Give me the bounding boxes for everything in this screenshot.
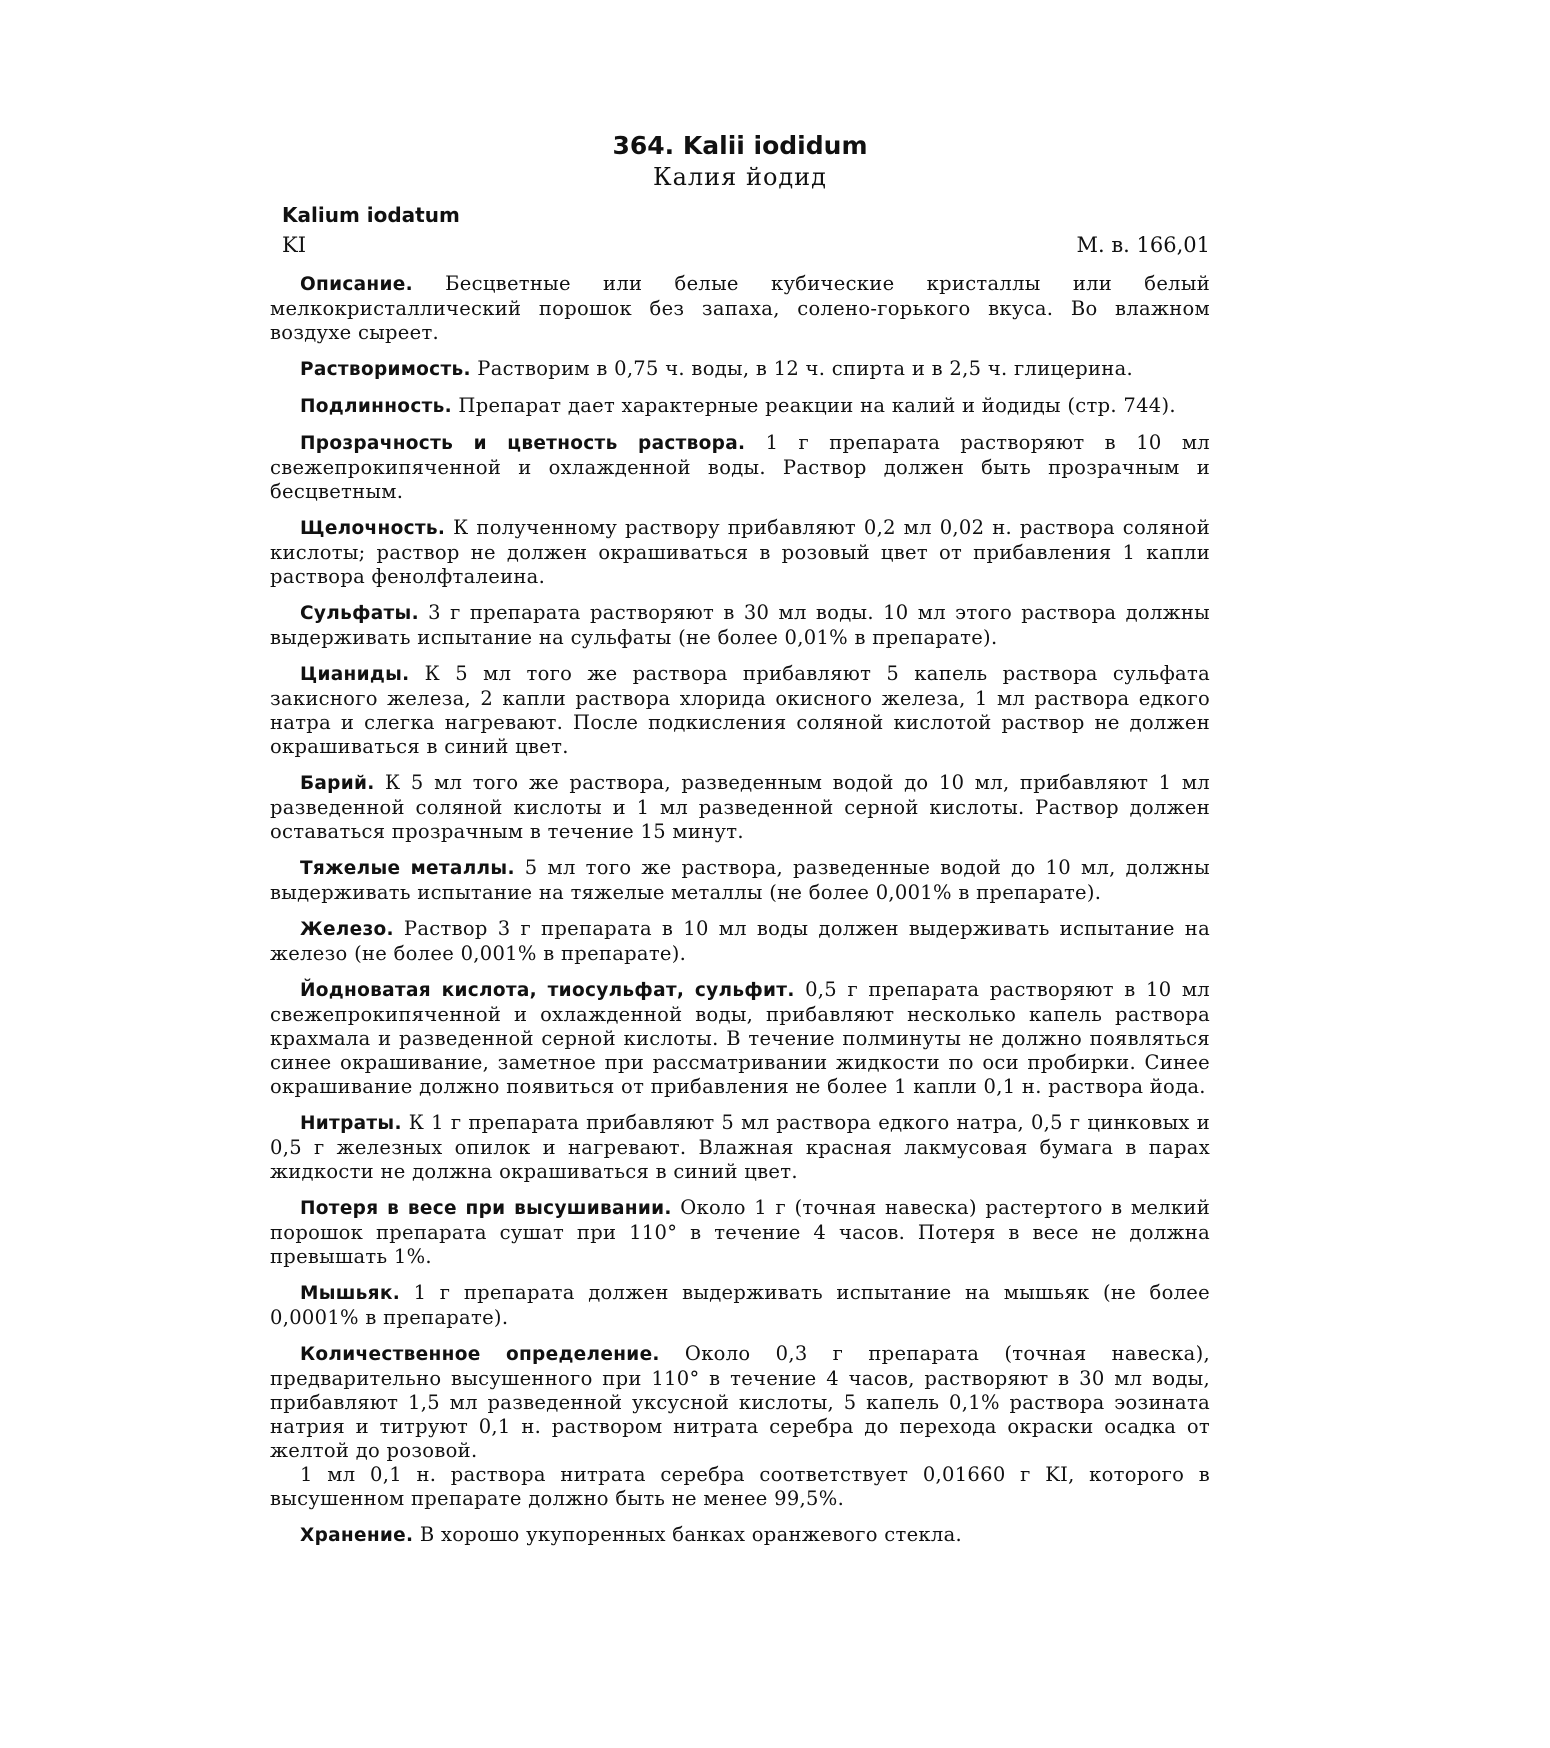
section-text: Около 0,3 г препарата (точная навеска), предварительно высушенного при 110° в течение 4 часов, растворяют в 30 мл воды, прибавляют 1,5 мл разведенной уксусной кислоты, 5 капель 0,1% раствора эозината натрия и титруют 0,1 н. раствором нитрата серебра до перехода окраски осадка от желтой до розовой. bbox=[270, 1342, 1210, 1462]
section-cyanides bbox=[270, 662, 1210, 759]
section-sulfates bbox=[270, 601, 1210, 650]
section-arsenic bbox=[270, 1281, 1210, 1330]
section-label: Количественное определение. bbox=[300, 1344, 660, 1365]
section-text: Около 1 г (точная навеска) растертого в мелкий порошок препарата сушат при 110° в течение 4 часов. Потеря в весе не должна превышать 1%. bbox=[270, 1196, 1210, 1268]
section-label: Потеря в весе при высушивании. bbox=[300, 1198, 672, 1219]
section-heavy-metals bbox=[270, 856, 1210, 905]
section-label: Нитраты. bbox=[300, 1113, 402, 1134]
latin-name: Kalium iodatum bbox=[282, 203, 460, 227]
section-text: К 5 мл того же раствора прибавляют 5 капель раствора сульфата закисного железа, 2 капли раствора хлорида окисного железа, 1 мл раствора едкого натра и слегка нагревают. После подкисления соляной кислотой раствор не должен окрашиваться в синий цвет. bbox=[270, 662, 1210, 758]
section-storage bbox=[270, 1523, 1210, 1548]
section-text: 1 г препарата должен выдерживать испытание на мышьяк (не более 0,0001% в препарате). bbox=[270, 1281, 1210, 1329]
section-barium bbox=[270, 771, 1210, 844]
section-text: 0,5 г препарата растворяют в 10 мл свежепрокипяченной и охлажденной воды, прибавляют несколько капель раствора крахмала и разведенной серной кислоты. В течение полминуты не должно появляться синее окрашивание, заметное при рассматривании жидкости по оси пробирки. Синее окрашивание должно появиться от прибавления не более 1 капли 0,1 н. раствора йода. bbox=[270, 978, 1210, 1098]
section-label: Подлинность. bbox=[300, 396, 452, 417]
section-text: К 5 мл того же раствора, разведенным водой до 10 мл, прибавляют 1 мл разведенной соляной кислоты и 1 мл разведенной серной кислоты. Раствор должен оставаться прозрачным в течение 15 минут. bbox=[270, 771, 1210, 843]
article-title: 364. Kalii iodidum bbox=[612, 131, 868, 160]
formula-row bbox=[282, 232, 1210, 258]
section-identity bbox=[270, 394, 1210, 419]
section-text: В хорошо укупоренных банках оранжевого стекла. bbox=[413, 1523, 963, 1546]
section-iron bbox=[270, 917, 1210, 966]
document-page bbox=[270, 130, 1210, 1690]
article-subtitle: Калия йодид bbox=[653, 163, 827, 191]
section-text: 5 мл того же раствора, разведенные водой до 10 мл, должны выдерживать испытание на тяжелые металлы (не более 0,001% в препарате). bbox=[270, 856, 1211, 904]
section-text: 1 г препарата растворяют в 10 мл свежепрокипяченной и охлажденной воды. Раствор должен быть прозрачным и бесцветным. bbox=[270, 431, 1210, 503]
section-description bbox=[270, 272, 1210, 345]
section-label: Прозрачность и цветность раствора. bbox=[300, 433, 746, 454]
section-assay bbox=[270, 1342, 1210, 1463]
section-assay-equivalent bbox=[270, 1463, 1210, 1511]
section-label: Щелочность. bbox=[300, 518, 446, 539]
section-solubility bbox=[270, 357, 1210, 382]
chemical-formula: KI bbox=[282, 233, 306, 257]
section-text: К 1 г препарата прибавляют 5 мл раствора едкого натра, 0,5 г цинковых и 0,5 г железных опилок и нагревают. Влажная красная лакмусовая бумага в парах жидкости не должна окрашиваться в синий цвет. bbox=[270, 1111, 1210, 1183]
section-label: Йодноватая кислота, тиосульфат, сульфит. bbox=[300, 980, 795, 1001]
molecular-weight: М. в. 166,01 bbox=[1076, 233, 1210, 257]
section-text: Препарат дает характерные реакции на калий и йодиды (стр. 744). bbox=[451, 394, 1176, 417]
section-label: Железо. bbox=[300, 919, 394, 940]
section-clarity bbox=[270, 431, 1210, 504]
section-text: 1 мл 0,1 н. раствора нитрата серебра соответствует 0,01660 г KI, которого в высушенном препарате должно быть не менее 99,5%. bbox=[270, 1463, 1210, 1510]
section-iodic-acid bbox=[270, 978, 1210, 1099]
section-label: Цианиды. bbox=[300, 664, 410, 685]
section-loss-on-drying bbox=[270, 1196, 1210, 1269]
section-text: К полученному раствору прибавляют 0,2 мл 0,02 н. раствора соляной кислоты; раствор не должен окрашиваться в розовый цвет от прибавления 1 капли раствора фенолфталеина. bbox=[270, 516, 1210, 588]
section-label: Сульфаты. bbox=[300, 603, 419, 624]
section-nitrates bbox=[270, 1111, 1210, 1184]
section-text: Растворим в 0,75 ч. воды, в 12 ч. спирта и в 2,5 ч. глицерина. bbox=[470, 357, 1133, 380]
section-text: Раствор 3 г препарата в 10 мл воды должен выдерживать испытание на железо (не более 0,001% в препарате). bbox=[270, 917, 1210, 965]
section-label: Хранение. bbox=[300, 1525, 414, 1546]
section-label: Барий. bbox=[300, 773, 375, 794]
section-label: Описание. bbox=[300, 274, 413, 295]
section-label: Тяжелые металлы. bbox=[300, 858, 515, 879]
section-text: Бесцветные или белые кубические кристаллы или белый мелкокристаллический порошок без запаха, солено-горького вкуса. Во влажном воздухе сыреет. bbox=[270, 272, 1210, 344]
section-label: Растворимость. bbox=[300, 359, 471, 380]
section-text: 3 г препарата растворяют в 30 мл воды. 10 мл этого раствора должны выдерживать испытание на сульфаты (не более 0,01% в препарате). bbox=[270, 601, 1210, 649]
section-label: Мышьяк. bbox=[300, 1283, 401, 1304]
section-alkalinity bbox=[270, 516, 1210, 589]
